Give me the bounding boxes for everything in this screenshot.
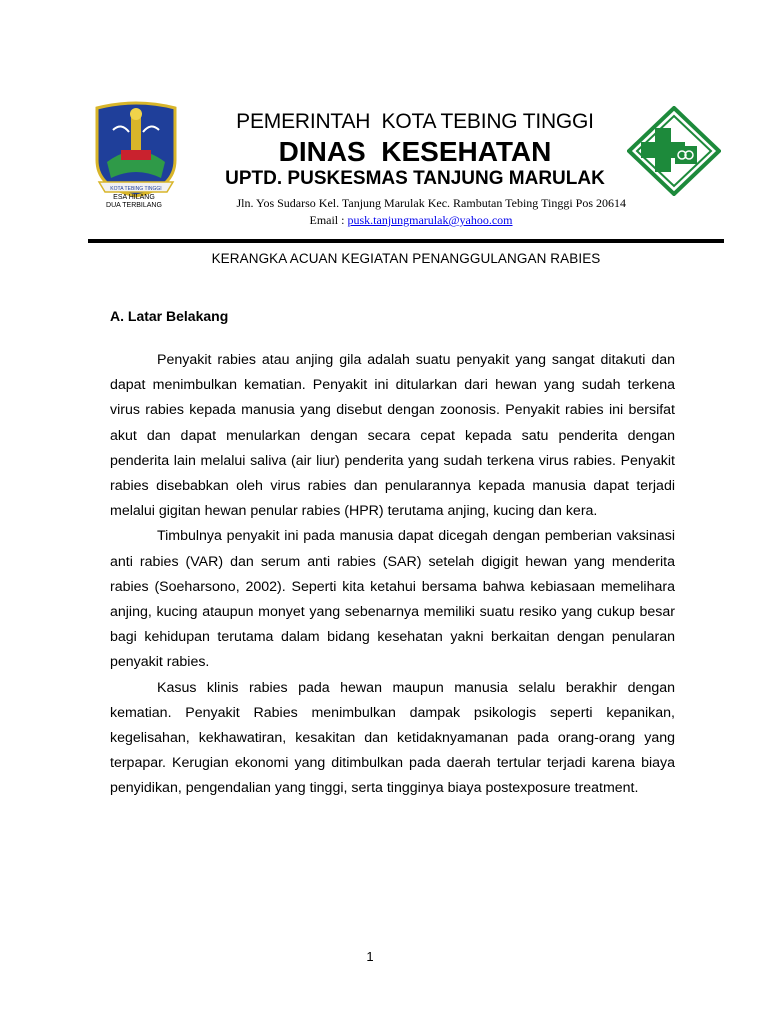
svg-text:KOTA TEBING TINGGI: KOTA TEBING TINGGI: [110, 186, 162, 192]
paragraph: Penyakit rabies atau anjing gila adalah suatu penyakit yang sangat ditakuti dan dapat menimbulkan kematian. Penyakit ini ditularkan dari hewan yang sudah terkena virus rabies kepada manusia yang disebut dengan zoonosis. Penyakit rabies ini bersifat akut dan dapat menularkan dengan secara cepat kepada satu penderita dengan penderita lain melalui saliva (air liur) penderita yang sudah terkena virus rabies. Penyakit rabies disebabkan oleh virus rabies dan penularannya kepada manusia dapat terjadi melalui gigitan hewan penular rabies (HPR) terutama anjing, kucing dan kera.: [110, 352, 675, 520]
paragraph: Timbulnya penyakit ini pada manusia dapat dicegah dengan pemberian vaksinasi anti rabies (VAR) dan serum anti rabies (SAR) setelah digigit hewan yang menderita rabies (Soeharsono, 2002). Seperti kita ketahui bersama bahwa kebiasaan memelihara anjing, kucing ataupun monyet yang sebenarnya memiliki suatu resiko yang cukup besar bagi kehidupan terutama dalam bidang kesehatan yakni berkaitan dengan penularan penyakit rabies.: [110, 528, 675, 671]
document-title: KERANGKA ACUAN KEGIATAN PENANGGULANGAN RABIES: [211, 251, 601, 266]
department-name: DINAS KESEHATAN: [278, 136, 552, 167]
paragraph: Kasus klinis rabies pada hewan maupun manusia selalu berakhir dengan kematian. Penyakit Rabies menimbulkan dampak psikologis seperti kepanikan, kegelisahan, kekhawatiran, kesakitan dan ketidaknyamanan pada orang-orang yang terpapar. Kerugian ekonomi yang ditimbulkan pada daerah tertular terjadi karena biaya penyidikan, pengendalian yang tinggi, serta tingginya biaya postexposure treatment.: [110, 679, 675, 797]
puskesmas-name: UPTD. PUSKESMAS TANJUNG MARULAK: [225, 168, 605, 189]
emblem-motto: [86, 194, 182, 210]
header-divider: [88, 239, 724, 243]
email-line: [196, 213, 626, 228]
puskesmas-logo: [627, 106, 721, 196]
body-text: [110, 348, 675, 802]
section-heading: A. Latar Belakang: [110, 308, 229, 324]
motto-line-1: ESA HILANG: [113, 194, 155, 201]
email-label: Email :: [309, 213, 345, 227]
address-line: Jln. Yos Sudarso Kel. Tanjung Marulak Kec. Rambutan Tebing Tinggi Pos 20614: [236, 196, 626, 210]
page-number: 1: [366, 949, 374, 964]
email-link[interactable]: pusk.tanjungmarulak@yahoo.com: [347, 213, 513, 227]
motto-line-2: DUA TERBILANG: [106, 202, 162, 209]
government-name: PEMERINTAH KOTA TEBING TINGGI: [236, 110, 594, 133]
